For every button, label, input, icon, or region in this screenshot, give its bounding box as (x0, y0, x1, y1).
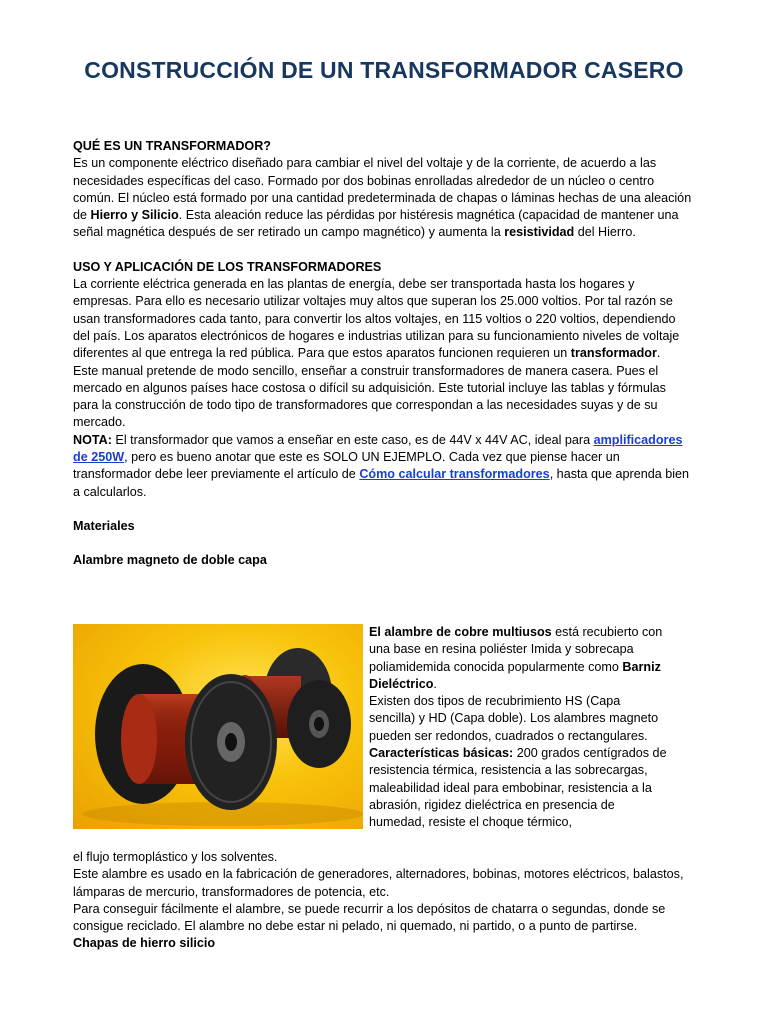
main-text (73, 138, 693, 570)
section-heading-que-es: QUÉ ES UN TRANSFORMADOR? (73, 139, 272, 153)
continued-line: el flujo termoplástico y los solventes. (73, 850, 278, 864)
heading-alambre: Alambre magneto de doble capa (73, 553, 267, 568)
wire-description: El alambre de cobre multiusos está recubierto con una base en resina poliéster Imida y sobrecapa poliamidemida conocida popularmente como Barniz Dieléctrico. Existen dos tipos de recubrimiento HS (Capa sencilla) y HD (Capa doble). Los alambres magneto pueden ser redondos, cuadrados o rectangulares. Características básicas: 200 grados centígrados de resistencia térmica, resistencia a las sobrecargas, maleabilidad ideal para embobinar, resistencia a la abrasión, rigidez dieléctrica en presencia de humedad, resiste el choque térmico, (369, 625, 667, 830)
paragraph-que-es: Es un componente eléctrico diseñado para cambiar el nivel del voltaje y de la corriente, de acuerdo a las necesidades específicas del caso. Formado por dos bobinas enrolladas alrededor de un núcleo o centro común. El núcleo está formado por una cantidad predeterminada de chapas o láminas hechas de una aleación de Hierro y Silicio. Esta aleación reduce las pérdidas por histéresis magnética (capacidad de mantener una señal magnética después de ser retirado un campo magnético) y aumenta la resistividad del Hierro. (73, 156, 692, 240)
wire-continued-text (73, 849, 693, 953)
document-title: CONSTRUCCIÓN DE UN TRANSFORMADOR CASERO (84, 57, 684, 83)
paragraph-conseguir: Para conseguir fácilmente el alambre, se puede recurrir a los depósitos de chatarra o segundas, donde se consigue reciclado. El alambre no debe estar ni pelado, ni quemado, ni partido, o a punto de partirse. (73, 901, 666, 934)
paragraph-nota: NOTA: El transformador que vamos a enseñar en este caso, es de 44V x 44V AC, ideal para amplificadores de 250W, pero es bueno anotar que este es SOLO UN EJEMPLO. Cada vez que piense hacer un transformador debe leer previamente el artículo de Cómo calcular transformadores, hasta que aprenda bien a calcularlos. (73, 432, 690, 499)
copper-spools-illustration (73, 624, 363, 829)
link-amplificadores[interactable]: amplificadores de 250W (73, 432, 683, 465)
heading-materiales: Materiales (73, 518, 135, 533)
wire-spools-photo (73, 624, 363, 829)
paragraph-usage: Este alambre es usado en la fabricación de generadores, alternadores, bobinas, motores eléctricos, balastos, lámparas de mercurio, transformadores de potencia, etc. (73, 867, 684, 899)
link-como-calcular[interactable]: Cómo calcular transformadores (359, 467, 550, 482)
paragraph-manual: Este manual pretende de modo sencillo, enseñar a construir transformadores de manera casera. Pues el mercado en algunos países hace costosa o difícil su adquisición. Este tutorial incluye las tablas y fórmulas para la construcción de todo tipo de transformadores que correspondan a las necesidades suyas y de su mercado. (73, 363, 666, 430)
paragraph-uso: La corriente eléctrica generada en las plantas de energía, debe ser transportada hasta los hogares y empresas. Para ello es necesario utilizar voltajes muy altos que superan los 25.000 voltios. Por tal razón se usan transformadores cada tanto, para convertir los altos voltajes, en 115 voltios o 220 voltios, dependiendo del país. Los aparatos electrónicos de hogares e industrias utilizan para su funcionamiento niveles de voltaje diferentes al que entrega la red pública. Para que estos aparatos funcionen requieren un transformador. (73, 277, 680, 361)
front-spool (95, 664, 277, 810)
heading-chapas: Chapas de hierro silicio (73, 936, 216, 951)
section-heading-uso: USO Y APLICACIÓN DE LOS TRANSFORMADORES (73, 259, 382, 274)
